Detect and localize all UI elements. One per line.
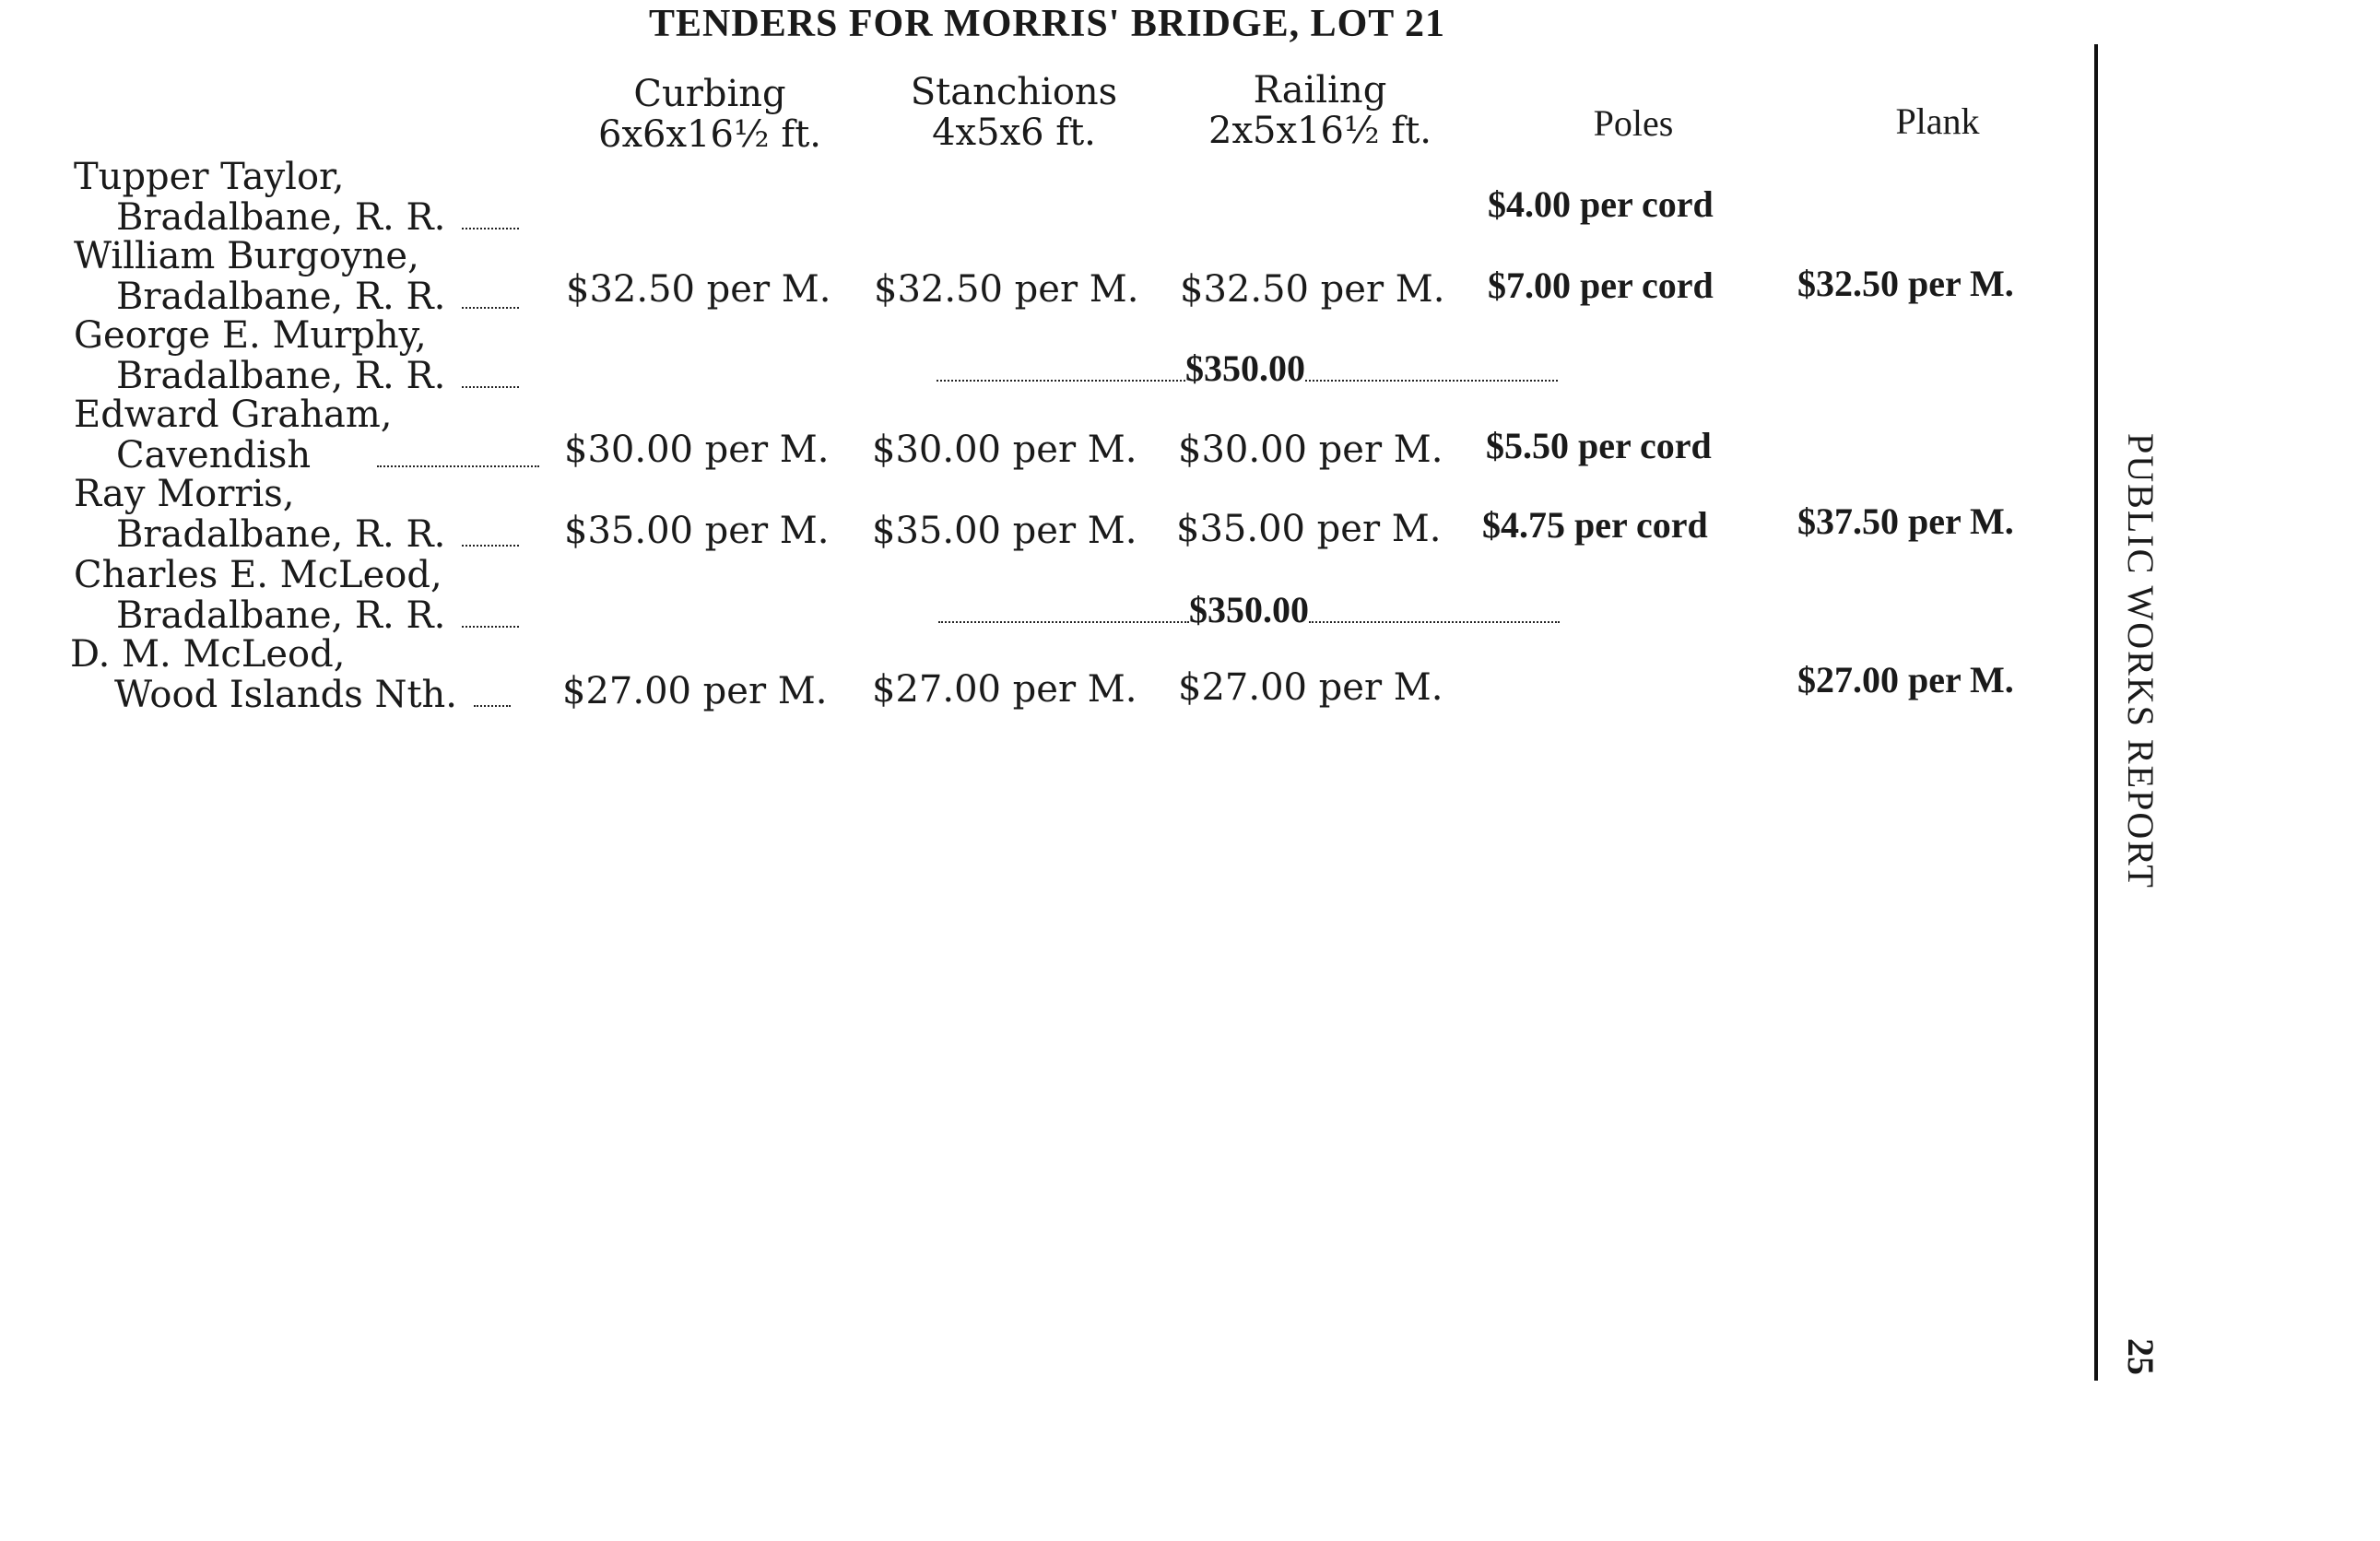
- tenderer-name: William Burgoyne,: [74, 235, 419, 277]
- curbing-price: $35.00 per M.: [564, 510, 830, 552]
- poles-price: $5.50 per cord: [1486, 425, 1712, 466]
- stanchions-price: $32.50 per M.: [874, 268, 1139, 311]
- lump-sum-line: [938, 590, 1560, 630]
- column-header-poles: [1504, 103, 1762, 144]
- tenderer-place: Wood Islands Nth.: [114, 674, 458, 716]
- leader-dots: [937, 372, 1185, 382]
- column-name: Poles: [1593, 102, 1674, 144]
- leader-dots: [462, 222, 519, 229]
- tenderer-place-line: [114, 675, 511, 715]
- column-header-plank: [1809, 101, 2067, 142]
- leader-dots: [462, 620, 519, 628]
- column-size: 2x5x16½ ft.: [1208, 110, 1432, 152]
- tenderer-place-line: [116, 595, 519, 636]
- tenderer-place: Bradalbane, R. R.: [116, 594, 446, 637]
- railing-price: $30.00 per M.: [1178, 429, 1443, 471]
- stanchions-price: $35.00 per M.: [872, 510, 1137, 552]
- column-header-curbing: [581, 74, 839, 155]
- leader-dots: [474, 700, 511, 707]
- tenderer-place-line: [116, 435, 539, 476]
- tenderer-name: Ray Morris,: [74, 473, 295, 515]
- lump-sum-price: $350.00: [1189, 589, 1309, 630]
- tenderer-name: D. M. McLeod,: [70, 633, 346, 676]
- running-head: PUBLIC WORKS REPORT: [2120, 433, 2162, 889]
- lump-sum-line: [937, 348, 1558, 389]
- leader-dots: [462, 539, 519, 547]
- plank-price: $27.00 per M.: [1797, 659, 2014, 700]
- tenderer-place-line: [116, 514, 519, 555]
- column-name: Plank: [1895, 100, 1980, 142]
- stanchions-price: $30.00 per M.: [872, 429, 1137, 471]
- curbing-price: $32.50 per M.: [566, 268, 831, 311]
- tenderer-place-line: [116, 356, 519, 396]
- column-name: Curbing: [633, 73, 786, 115]
- column-name: Stanchions: [910, 71, 1118, 113]
- tenderer-name: Edward Graham,: [74, 394, 393, 436]
- tenderer-place: Bradalbane, R. R.: [116, 355, 446, 397]
- tenderer-place-line: [116, 197, 519, 238]
- column-header-railing: [1191, 70, 1449, 151]
- poles-price: $7.00 per cord: [1488, 265, 1714, 306]
- curbing-price: $30.00 per M.: [564, 429, 830, 471]
- column-size: 6x6x16½ ft.: [598, 113, 821, 156]
- tenderer-place: Bradalbane, R. R.: [116, 276, 446, 318]
- curbing-price: $27.00 per M.: [562, 670, 828, 712]
- tenderer-name: Charles E. McLeod,: [74, 554, 442, 596]
- tenderer-place: Cavendish: [116, 434, 312, 476]
- leader-dots: [377, 460, 539, 467]
- leader-dots: [1305, 372, 1558, 382]
- lump-sum-price: $350.00: [1185, 347, 1305, 389]
- leader-dots: [938, 614, 1189, 623]
- column-header-stanchions: [885, 72, 1143, 153]
- tenderer-place-line: [116, 276, 519, 317]
- page-number: 25: [2120, 1338, 2162, 1375]
- column-size: 4x5x6 ft.: [932, 112, 1096, 154]
- tenderer-name: Tupper Taylor,: [74, 156, 345, 198]
- plank-price: $32.50 per M.: [1797, 263, 2014, 304]
- poles-price: $4.75 per cord: [1482, 504, 1708, 546]
- plank-price: $37.50 per M.: [1797, 500, 2014, 542]
- tenderer-place: Bradalbane, R. R.: [116, 513, 446, 556]
- tenderer-name: George E. Murphy,: [74, 314, 427, 357]
- leader-dots: [462, 381, 519, 388]
- margin-rule: [2094, 44, 2098, 1381]
- table-title: TENDERS FOR MORRIS' BRIDGE, LOT 21: [649, 3, 1446, 45]
- tenderer-place: Bradalbane, R. R.: [116, 196, 446, 239]
- leader-dots: [1309, 614, 1560, 623]
- poles-price: $4.00 per cord: [1488, 183, 1714, 225]
- leader-dots: [462, 301, 519, 309]
- column-name: Railing: [1253, 69, 1387, 112]
- stanchions-price: $27.00 per M.: [872, 668, 1137, 711]
- railing-price: $35.00 per M.: [1176, 508, 1442, 550]
- railing-price: $32.50 per M.: [1180, 268, 1445, 311]
- railing-price: $27.00 per M.: [1178, 666, 1443, 709]
